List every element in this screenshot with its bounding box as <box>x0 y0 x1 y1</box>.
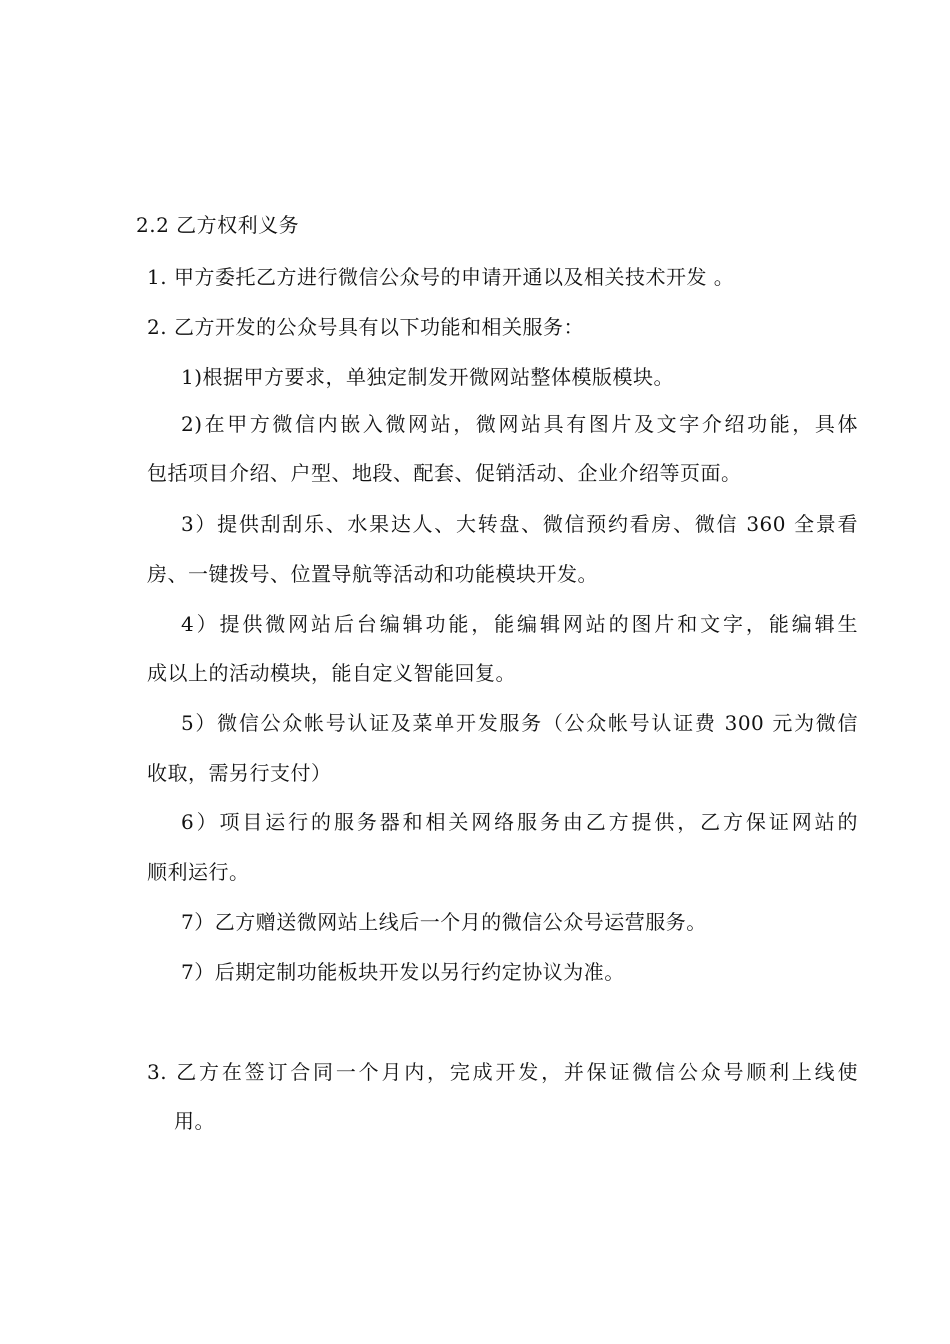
clause-2: 2. 乙方开发的公众号具有以下功能和相关服务： <box>147 315 584 339</box>
subclause-3-line-1: 3）提供刮刮乐、水果达人、大转盘、微信预约看房、微信 360 全景看 <box>181 512 858 536</box>
subclause-2-line-2: 包括项目介绍、户型、地段、配套、促销活动、企业介绍等页面。 <box>147 461 742 485</box>
subclause-5-line-1: 5）微信公众帐号认证及菜单开发服务（公众帐号认证费 300 元为微信 <box>181 711 858 735</box>
subclause-6-line-1: 6）项目运行的服务器和相关网络服务由乙方提供，乙方保证网站的 <box>181 810 858 834</box>
subclause-6-line-2: 顺利运行。 <box>147 860 250 884</box>
subclause-4-line-2: 成以上的活动模块，能自定义智能回复。 <box>147 661 516 685</box>
clause-3-line-2: 用。 <box>174 1109 215 1133</box>
subclause-2-line-1: 2)在甲方微信内嵌入微网站，微网站具有图片及文字介绍功能，具体 <box>181 412 858 436</box>
section-heading: 2.2 乙方权利义务 <box>136 213 300 237</box>
clause-1: 1. 甲方委托乙方进行微信公众号的申请开通以及相关技术开发 。 <box>147 265 735 289</box>
subclause-1: 1)根据甲方要求，单独定制发开微网站整体模版模块。 <box>181 365 675 389</box>
subclause-4-line-1: 4）提供微网站后台编辑功能，能编辑网站的图片和文字，能编辑生 <box>181 612 858 636</box>
clause-3-line-1: 3. 乙方在签订合同一个月内，完成开发，并保证微信公众号顺利上线使 <box>147 1060 858 1084</box>
subclause-7b: 7）后期定制功能板块开发以另行约定协议为准。 <box>181 960 625 984</box>
subclause-3-line-2: 房、一键拨号、位置导航等活动和功能模块开发。 <box>147 562 598 586</box>
subclause-7a: 7）乙方赠送微网站上线后一个月的微信公众号运营服务。 <box>181 910 707 934</box>
subclause-5-line-2: 收取，需另行支付） <box>147 761 332 785</box>
